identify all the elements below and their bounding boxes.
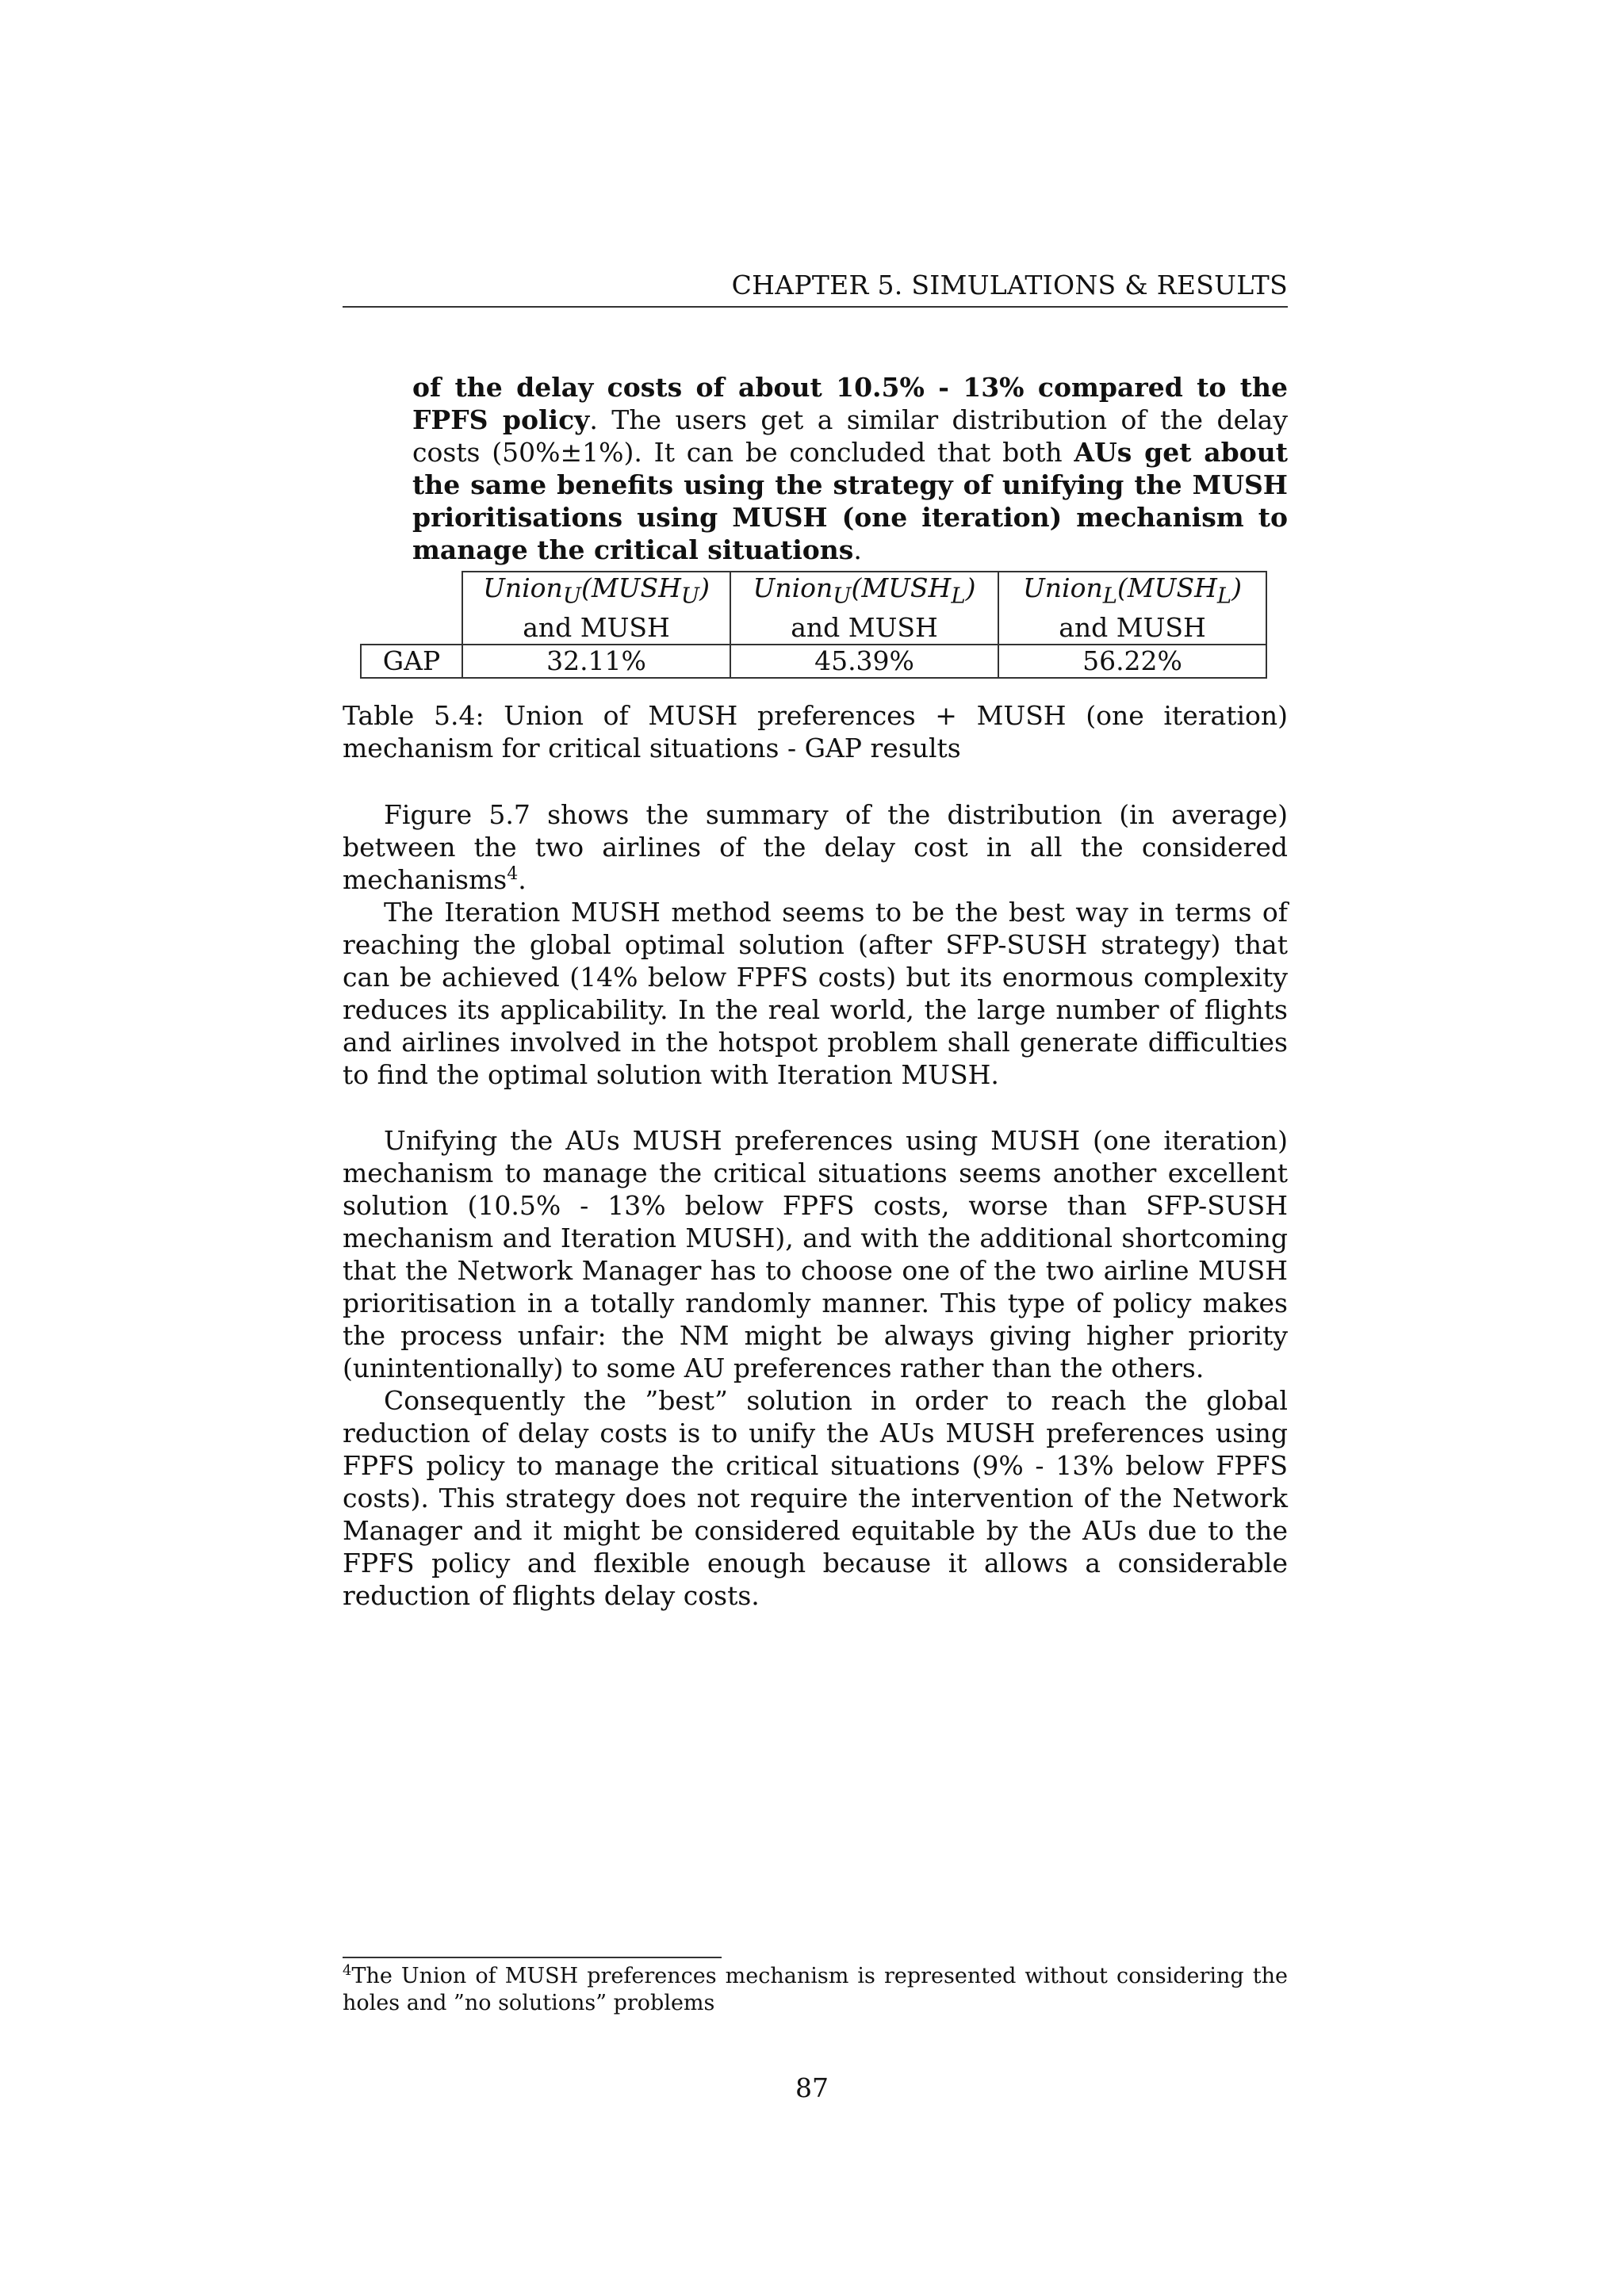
- page-number: 87: [795, 2072, 829, 2103]
- intro-bold-2: AUs get about the same benefits using the strategy of unifying the MUSH prioritisations using MUSH (one iteration) mechanism to manage the critical situations: [412, 437, 1288, 565]
- table-corner-cell: [361, 572, 462, 645]
- body-paragraph-conclusion: Consequently the ”best” solution in order to reach the global reduction of delay costs is to unify the AUs MUSH preferences using FPFS policy to manage the critical situations (9% - 13% below FPFS costs). This strategy does not require the intervention of the Network Manager and it might be considered equitable by the AUs due to the FPFS policy and flexible enough because it allows a considerable reduction of flights delay costs.: [343, 1385, 1288, 1611]
- running-title: CHAPTER 5. SIMULATIONS & RESULTS: [731, 270, 1288, 300]
- table-cell: 32.11%: [462, 645, 730, 678]
- body-paragraph-figure-summary: Figure 5.7 shows the summary of the distribution (in average) between the two airlines of the delay cost in all the considered mechanisms$^4$.: [343, 799, 1288, 895]
- footnote: [343, 1963, 1288, 2017]
- table-column-header: $Union_L(MUSH_L)$ and MUSH: [998, 572, 1266, 645]
- running-header: [343, 266, 1288, 308]
- footnote-text: The Union of MUSH preferences mechanism is represented without considering the holes and ”no solutions” problems: [343, 1964, 1288, 2015]
- table-column-header: $Union_U(MUSH_U)$ and MUSH: [462, 572, 730, 645]
- footnote-divider: [343, 1957, 722, 1958]
- footnote-mark: 4: [343, 1962, 352, 1979]
- intro-paragraph: [412, 371, 1288, 566]
- table-caption: Table 5.4: Union of MUSH preferences + MUSH (one iteration) mechanism for critical situations - GAP results: [343, 700, 1288, 763]
- table-row-label: GAP: [361, 645, 462, 678]
- intro-text-1: . The users get a similar distribution of the delay costs (50%±1%). It can be concluded that both: [412, 404, 1288, 468]
- body-paragraph-iteration-mush: The Iteration MUSH method seems to be the best way in terms of reaching the global optimal solution (after SFP-SUSH strategy) that can be achieved (14% below FPFS costs) but its enormous complexity reduces its applicability. In the real world, the large number of flights and airlines involved in the hotspot problem shall generate difficulties to find the optimal solution with Iteration MUSH.: [343, 897, 1288, 1090]
- table-row: [361, 645, 1266, 678]
- table-header-row: [361, 572, 1266, 645]
- table-column-header: $Union_U(MUSH_L)$ and MUSH: [730, 572, 998, 645]
- table-cell: 45.39%: [730, 645, 998, 678]
- table-cell: 56.22%: [998, 645, 1266, 678]
- gap-results-table: [360, 571, 1267, 679]
- intro-bold-1: of the delay costs of about 10.5% - 13% compared to the FPFS policy: [412, 372, 1288, 435]
- intro-text-2: .: [853, 534, 862, 565]
- body-paragraph-unifying-mush: Unifying the AUs MUSH preferences using MUSH (one iteration) mechanism to manage the critical situations seems another excellent solution (10.5% - 13% below FPFS costs, worse than SFP-SUSH mechanism and Iteration MUSH), and with the additional shortcoming that the Network Manager has to choose one of the two airline MUSH prioritisation in a totally randomly manner. This type of policy makes the process unfair: the NM might be always giving higher priority (unintentionally) to some AU preferences rather than the others.: [343, 1125, 1288, 1383]
- footnote-reference[interactable]: 4: [507, 864, 519, 884]
